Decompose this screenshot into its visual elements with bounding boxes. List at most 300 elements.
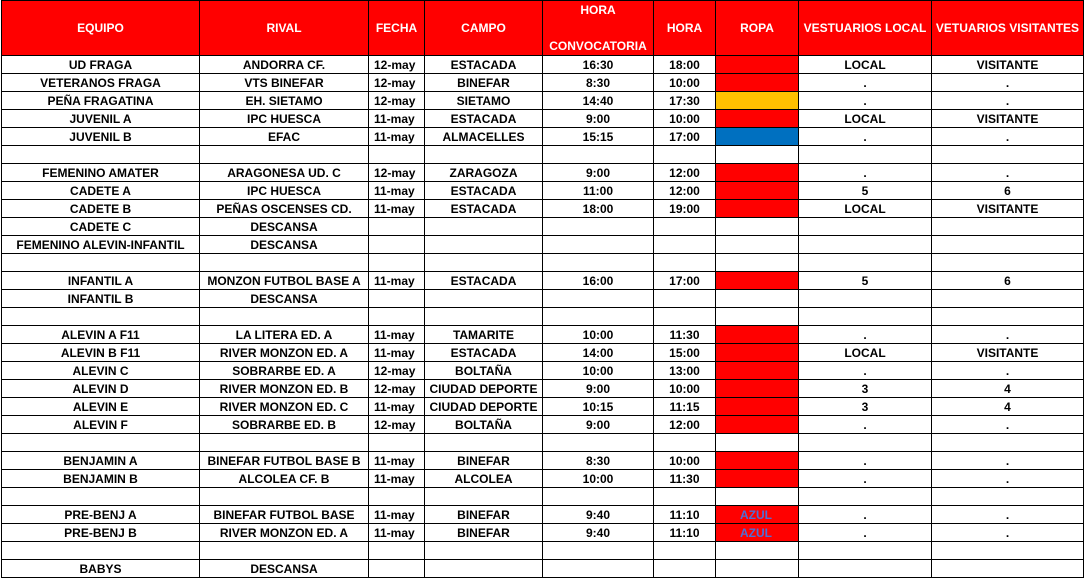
cell-rival: DESCANSA [200,290,369,308]
cell-campo: ALCOLEA [425,470,543,488]
cell-vestuario-local: . [799,452,932,470]
cell-ropa [716,344,799,362]
cell-hora: 12:00 [654,182,716,200]
cell-hora-convocatoria: 9:00 [543,164,654,182]
cell-hora [654,308,716,326]
table-row [2,524,1084,542]
cell-equipo: FEMENINO AMATER [2,164,200,182]
cell-vestuario-visitante [932,488,1084,506]
cell-equipo: JUVENIL A [2,110,200,128]
cell-hora: 15:00 [654,344,716,362]
table-row [2,434,1084,452]
header-vestuarios-local: VESTUARIOS LOCAL [799,1,932,56]
cell-vestuario-local: . [799,506,932,524]
cell-campo [425,236,543,254]
cell-hora: 12:00 [654,164,716,182]
cell-ropa [716,128,799,146]
cell-equipo: CADETE C [2,218,200,236]
cell-equipo: PRE-BENJ B [2,524,200,542]
cell-fecha: 11-may [369,182,425,200]
cell-campo [425,308,543,326]
cell-campo: BINEFAR [425,452,543,470]
cell-ropa [716,164,799,182]
cell-hora-convocatoria: 9:40 [543,524,654,542]
cell-vestuario-visitante: 6 [932,272,1084,290]
cell-rival: DESCANSA [200,218,369,236]
cell-ropa [716,290,799,308]
cell-rival [200,488,369,506]
cell-vestuario-visitante: 6 [932,182,1084,200]
cell-equipo: INFANTIL A [2,272,200,290]
cell-vestuario-local: . [799,92,932,110]
cell-vestuario-local: . [799,164,932,182]
cell-fecha [369,308,425,326]
cell-hora-convocatoria: 9:00 [543,416,654,434]
cell-ropa [716,92,799,110]
cell-equipo [2,308,200,326]
cell-fecha [369,236,425,254]
cell-vestuario-visitante: VISITANTE [932,56,1084,74]
cell-fecha: 12-may [369,92,425,110]
cell-vestuario-local: . [799,128,932,146]
cell-vestuario-local [799,254,932,272]
cell-hora-convocatoria: 14:40 [543,92,654,110]
cell-fecha: 11-may [369,470,425,488]
cell-hora: 10:00 [654,452,716,470]
cell-fecha [369,488,425,506]
cell-vestuario-local: LOCAL [799,110,932,128]
cell-hora [654,434,716,452]
cell-ropa [716,272,799,290]
cell-vestuario-visitante: . [932,74,1084,92]
cell-hora-convocatoria [543,488,654,506]
cell-vestuario-local [799,542,932,560]
table-row [2,74,1084,92]
cell-rival: ARAGONESA UD. C [200,164,369,182]
cell-hora-convocatoria: 18:00 [543,200,654,218]
cell-hora-convocatoria: 9:00 [543,380,654,398]
cell-rival: ANDORRA CF. [200,56,369,74]
table-row [2,470,1084,488]
header-hora-convocatoria-line1: HORA [580,3,616,17]
cell-fecha: 11-may [369,524,425,542]
table-row [2,362,1084,380]
table-row [2,146,1084,164]
cell-equipo [2,542,200,560]
table-row [2,560,1084,578]
cell-equipo [2,146,200,164]
cell-campo: CIUDAD DEPORTE [425,398,543,416]
cell-ropa [716,470,799,488]
cell-ropa [716,362,799,380]
cell-hora-convocatoria: 16:00 [543,272,654,290]
cell-vestuario-local: . [799,74,932,92]
cell-hora [654,542,716,560]
header-hora-convocatoria-line2: CONVOCATORIA [549,39,647,53]
cell-rival: EH. SIETAMO [200,92,369,110]
cell-fecha: 11-may [369,128,425,146]
cell-vestuario-visitante [932,542,1084,560]
cell-hora-convocatoria [543,254,654,272]
table-row [2,236,1084,254]
table-row [2,56,1084,74]
cell-fecha [369,146,425,164]
cell-campo: BOLTAÑA [425,416,543,434]
table-row [2,416,1084,434]
cell-campo [425,434,543,452]
cell-rival: SOBRARBE ED. B [200,416,369,434]
cell-campo [425,488,543,506]
cell-hora-convocatoria [543,434,654,452]
cell-campo: BINEFAR [425,74,543,92]
cell-vestuario-local [799,218,932,236]
cell-equipo: FEMENINO ALEVIN-INFANTIL [2,236,200,254]
header-campo: CAMPO [425,1,543,56]
table-row [2,488,1084,506]
cell-ropa [716,74,799,92]
header-ropa: ROPA [716,1,799,56]
table-row [2,272,1084,290]
cell-ropa [716,56,799,74]
cell-ropa [716,434,799,452]
cell-vestuario-local [799,290,932,308]
cell-equipo: INFANTIL B [2,290,200,308]
cell-campo: ESTACADA [425,182,543,200]
cell-equipo: CADETE A [2,182,200,200]
cell-campo [425,254,543,272]
table-row [2,452,1084,470]
cell-vestuario-local: 5 [799,272,932,290]
cell-fecha: 12-may [369,164,425,182]
cell-fecha: 12-may [369,74,425,92]
cell-equipo: UD FRAGA [2,56,200,74]
header-rival: RIVAL [200,1,369,56]
cell-fecha: 11-may [369,344,425,362]
cell-ropa [716,146,799,164]
cell-vestuario-visitante: . [932,416,1084,434]
cell-fecha [369,542,425,560]
cell-fecha [369,434,425,452]
cell-vestuario-local: . [799,416,932,434]
cell-ropa [716,218,799,236]
cell-campo: BOLTAÑA [425,362,543,380]
cell-equipo [2,488,200,506]
cell-vestuario-local [799,488,932,506]
table-row [2,110,1084,128]
cell-campo: ESTACADA [425,200,543,218]
cell-vestuario-local: . [799,470,932,488]
cell-vestuario-local: 3 [799,380,932,398]
cell-rival: RIVER MONZON ED. C [200,398,369,416]
cell-vestuario-visitante: . [932,128,1084,146]
header-fecha: FECHA [369,1,425,56]
cell-fecha: 11-may [369,398,425,416]
cell-hora: 10:00 [654,110,716,128]
cell-hora-convocatoria [543,218,654,236]
cell-hora [654,146,716,164]
cell-vestuario-visitante: . [932,92,1084,110]
cell-vestuario-local [799,236,932,254]
cell-rival: DESCANSA [200,236,369,254]
table-row [2,542,1084,560]
cell-vestuario-local [799,434,932,452]
cell-hora [654,236,716,254]
cell-hora: 17:00 [654,128,716,146]
cell-fecha: 12-may [369,56,425,74]
cell-hora-convocatoria: 10:00 [543,326,654,344]
cell-equipo: ALEVIN A F11 [2,326,200,344]
cell-ropa [716,416,799,434]
cell-equipo: ALEVIN C [2,362,200,380]
table-row [2,398,1084,416]
cell-hora [654,218,716,236]
cell-campo: SIETAMO [425,92,543,110]
cell-rival: PEÑAS OSCENSES CD. [200,200,369,218]
cell-rival: IPC HUESCA [200,182,369,200]
cell-hora-convocatoria: 15:15 [543,128,654,146]
cell-hora: 17:00 [654,272,716,290]
cell-vestuario-local: . [799,326,932,344]
cell-ropa [716,254,799,272]
cell-vestuario-local: LOCAL [799,200,932,218]
cell-ropa [716,110,799,128]
cell-fecha: 12-may [369,380,425,398]
cell-campo [425,560,543,578]
cell-campo: BINEFAR [425,506,543,524]
cell-hora-convocatoria: 8:30 [543,452,654,470]
cell-campo: ESTACADA [425,344,543,362]
cell-rival: ALCOLEA CF. B [200,470,369,488]
cell-vestuario-visitante [932,290,1084,308]
cell-ropa [716,182,799,200]
cell-ropa [716,452,799,470]
cell-rival: BINEFAR FUTBOL BASE B [200,452,369,470]
schedule-table [1,0,1084,578]
cell-rival: DESCANSA [200,560,369,578]
cell-hora-convocatoria: 9:00 [543,110,654,128]
cell-vestuario-visitante: . [932,470,1084,488]
cell-hora: 11:10 [654,506,716,524]
header-vestuarios-visitantes: VETUARIOS VISITANTES [932,1,1084,56]
cell-vestuario-visitante [932,236,1084,254]
cell-vestuario-local: . [799,524,932,542]
cell-hora-convocatoria [543,290,654,308]
cell-rival [200,308,369,326]
cell-hora: 11:10 [654,524,716,542]
cell-ropa [716,308,799,326]
cell-hora-convocatoria [543,146,654,164]
cell-ropa [716,560,799,578]
cell-vestuario-visitante: . [932,452,1084,470]
cell-hora [654,254,716,272]
cell-hora-convocatoria: 14:00 [543,344,654,362]
cell-vestuario-local: LOCAL [799,344,932,362]
cell-vestuario-visitante [932,434,1084,452]
cell-equipo: ALEVIN E [2,398,200,416]
cell-fecha: 11-may [369,272,425,290]
cell-hora-convocatoria [543,560,654,578]
header-equipo: EQUIPO [2,1,200,56]
table-row [2,344,1084,362]
cell-vestuario-visitante [932,308,1084,326]
cell-campo [425,146,543,164]
cell-rival [200,254,369,272]
cell-ropa [716,398,799,416]
cell-equipo: CADETE B [2,200,200,218]
cell-rival: RIVER MONZON ED. B [200,380,369,398]
table-row [2,164,1084,182]
cell-vestuario-visitante [932,254,1084,272]
cell-equipo: BABYS [2,560,200,578]
cell-hora-convocatoria: 9:40 [543,506,654,524]
cell-equipo: PEÑA FRAGATINA [2,92,200,110]
cell-rival: MONZON FUTBOL BASE A [200,272,369,290]
cell-ropa: AZUL [716,506,799,524]
cell-vestuario-local [799,146,932,164]
cell-hora: 11:30 [654,470,716,488]
cell-rival: EFAC [200,128,369,146]
cell-rival: RIVER MONZON ED. A [200,344,369,362]
table-row [2,290,1084,308]
cell-rival: LA LITERA ED. A [200,326,369,344]
cell-rival: RIVER MONZON ED. A [200,524,369,542]
cell-vestuario-local [799,308,932,326]
table-row [2,182,1084,200]
cell-equipo: JUVENIL B [2,128,200,146]
table-row [2,326,1084,344]
cell-hora: 11:15 [654,398,716,416]
cell-rival: BINEFAR FUTBOL BASE [200,506,369,524]
cell-rival: SOBRARBE ED. A [200,362,369,380]
cell-campo: ESTACADA [425,56,543,74]
cell-vestuario-visitante: . [932,506,1084,524]
cell-campo [425,290,543,308]
cell-hora-convocatoria: 10:00 [543,470,654,488]
cell-campo [425,218,543,236]
cell-campo: BINEFAR [425,524,543,542]
cell-hora-convocatoria: 10:15 [543,398,654,416]
cell-equipo: VETERANOS FRAGA [2,74,200,92]
cell-hora-convocatoria [543,236,654,254]
cell-vestuario-visitante [932,218,1084,236]
cell-ropa [716,326,799,344]
cell-fecha [369,218,425,236]
table-row [2,506,1084,524]
cell-rival: VTS BINEFAR [200,74,369,92]
cell-fecha [369,254,425,272]
cell-hora-convocatoria: 11:00 [543,182,654,200]
cell-fecha: 11-may [369,506,425,524]
cell-equipo [2,254,200,272]
cell-hora: 13:00 [654,362,716,380]
cell-fecha [369,290,425,308]
cell-fecha: 11-may [369,110,425,128]
cell-vestuario-visitante: 4 [932,380,1084,398]
cell-fecha: 11-may [369,326,425,344]
cell-hora-convocatoria: 8:30 [543,74,654,92]
cell-vestuario-visitante: VISITANTE [932,110,1084,128]
cell-equipo: ALEVIN B F11 [2,344,200,362]
cell-vestuario-local: LOCAL [799,56,932,74]
cell-rival [200,542,369,560]
cell-vestuario-local: . [799,362,932,380]
cell-vestuario-visitante: VISITANTE [932,200,1084,218]
header-hora-convocatoria [543,1,654,56]
cell-equipo: BENJAMIN A [2,452,200,470]
header-hora: HORA [654,1,716,56]
cell-vestuario-visitante: . [932,362,1084,380]
cell-fecha: 12-may [369,416,425,434]
cell-hora: 18:00 [654,56,716,74]
cell-ropa [716,236,799,254]
cell-campo: TAMARITE [425,326,543,344]
cell-vestuario-local: 5 [799,182,932,200]
table-row [2,218,1084,236]
cell-hora: 10:00 [654,74,716,92]
table-row [2,308,1084,326]
cell-campo: ESTACADA [425,272,543,290]
table-row [2,254,1084,272]
table-row [2,128,1084,146]
cell-campo: ALMACELLES [425,128,543,146]
cell-fecha: 11-may [369,200,425,218]
cell-equipo: BENJAMIN B [2,470,200,488]
cell-vestuario-visitante [932,560,1084,578]
cell-equipo [2,434,200,452]
cell-hora-convocatoria [543,308,654,326]
cell-campo: ESTACADA [425,110,543,128]
cell-fecha: 12-may [369,362,425,380]
table-row [2,380,1084,398]
cell-ropa [716,542,799,560]
cell-rival [200,434,369,452]
cell-equipo: ALEVIN D [2,380,200,398]
cell-fecha: 11-may [369,452,425,470]
cell-campo: CIUDAD DEPORTE [425,380,543,398]
cell-vestuario-visitante: VISITANTE [932,344,1084,362]
cell-vestuario-local: 3 [799,398,932,416]
cell-hora-convocatoria [543,542,654,560]
table-row [2,92,1084,110]
cell-equipo: PRE-BENJ A [2,506,200,524]
cell-ropa: AZUL [716,524,799,542]
cell-vestuario-visitante: . [932,524,1084,542]
cell-rival [200,146,369,164]
cell-equipo: ALEVIN F [2,416,200,434]
cell-hora: 19:00 [654,200,716,218]
header-row [2,1,1084,56]
cell-campo [425,542,543,560]
cell-hora-convocatoria: 16:30 [543,56,654,74]
cell-vestuario-visitante: . [932,164,1084,182]
cell-hora: 10:00 [654,380,716,398]
table-row [2,200,1084,218]
cell-hora [654,488,716,506]
cell-vestuario-visitante [932,146,1084,164]
cell-hora [654,560,716,578]
cell-rival: IPC HUESCA [200,110,369,128]
schedule-body [2,56,1084,578]
cell-vestuario-local [799,560,932,578]
cell-hora [654,290,716,308]
cell-ropa [716,488,799,506]
cell-fecha [369,560,425,578]
cell-hora-convocatoria: 10:00 [543,362,654,380]
cell-hora: 11:30 [654,326,716,344]
cell-hora: 12:00 [654,416,716,434]
cell-vestuario-visitante: 4 [932,398,1084,416]
cell-campo: ZARAGOZA [425,164,543,182]
